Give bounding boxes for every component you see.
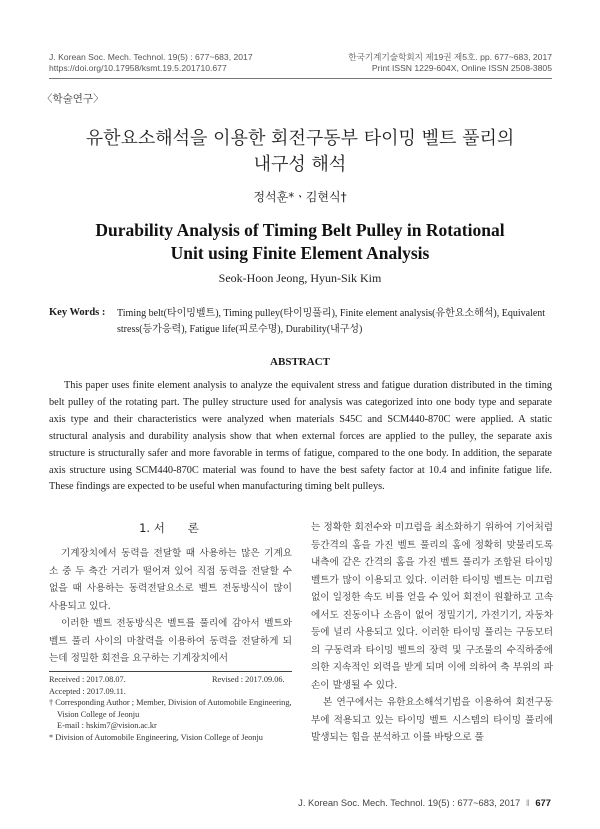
intro-paragraph-1: 기계장치에서 동력을 전달할 때 사용하는 많은 기계요소 중 두 축간 거리가 떨어져 있어 직접 동력을 전달할 수 없을 때 사용하는 동력전달요소로 벨트 전동방식이 많이 사용되고 있다. — [49, 548, 292, 612]
right-column — [311, 519, 553, 747]
page-footer — [298, 797, 551, 808]
page-number: 677 — [535, 797, 551, 808]
authors-en: Seok-Hoon Jeong, Hyun-Sik Kim — [218, 271, 382, 285]
journal-citation-kr: 한국기계기술학회지 제19권 제5호. pp. 677~683, 2017 — [348, 52, 552, 62]
issn-line: Print ISSN 1229-604X, Online ISSN 2508-3805 — [371, 63, 552, 73]
section-heading-intro: 1. 서 론 — [139, 521, 199, 535]
author-email[interactable]: E-mail : hskim7@vision.ac.kr — [57, 721, 157, 730]
abstract-title: ABSTRACT — [270, 356, 330, 368]
revised-date: Revised : 2017.09.06. — [212, 675, 285, 684]
title-kr-line2: 내구성 해석 — [253, 154, 347, 175]
author-affiliation: * Division of Automobile Engineering, Vision College of Jeonju — [49, 732, 263, 742]
doi-link[interactable]: https://doi.org/10.17958/ksmt.19.5.201710.677 — [49, 63, 227, 73]
intro-paragraph-2: 이러한 벨트 전동방식은 벨트를 풀리에 감아서 벨트와 벨트 풀리 사이의 마찰력을 이용하여 동력을 전달하게 되는데 정밀한 회전을 요구하는 기계장치에서 — [49, 618, 292, 664]
keywords-line2: stress(등가응력), Fatigue life(피로수명), Durability(내구성) — [117, 324, 363, 335]
title-kr-line1: 유한요소해석을 이용한 회전구동부 타이밍 벨트 풀리의 — [85, 128, 515, 149]
intro-paragraph-2-continued: 는 정확한 회전수와 미끄럼을 최소화하기 위하여 기어처럼 등간격의 홈을 가진 벨트 풀리의 홈에 정확히 맞물리도록 내측에 같은 간격의 홈을 가진 벨트 풀리가 조합된 타이밍 벨트가 많이 이용되고 있다. 이러한 타이밍 벨트는 미끄럼 없이 일정한 속도 비를 얻을 수 있어 회전이 원활하고 고속에서도 진동이나 소음이 없어 정밀기기, 가전기기, 자동차 등에 널리 사용되고 있다. 이러한 타이밍 풀리는 구동모터의 구동력과 타이밍 벨트의 장력 및 구조물의 수직하중에 의한 지속적인 외력을 받게 되며 이에 의하여 축 부위의 파손이 발생될 수 있다. — [311, 522, 553, 691]
authors-kr: 정석훈*ㆍ김현식† — [253, 190, 347, 204]
footnotes — [49, 674, 294, 743]
received-revised-line — [49, 674, 294, 686]
keywords-label: Key Words : — [49, 307, 106, 318]
title-en-line1: Durability Analysis of Timing Belt Pulley in Rotational — [95, 220, 505, 240]
title-en — [0, 219, 600, 265]
accepted-date: Accepted : 2017.09.11. — [49, 686, 126, 696]
title-en-line2: Unit using Finite Element Analysis — [170, 243, 430, 263]
footer-citation: J. Korean Soc. Mech. Technol. 19(5) : 677~683, 2017 — [298, 797, 521, 808]
left-column — [49, 545, 292, 668]
keywords-text — [117, 306, 555, 338]
header-right — [348, 52, 552, 74]
footnote-rule — [49, 671, 292, 672]
footer-separator: ‖ — [525, 797, 530, 808]
header-left — [49, 52, 253, 74]
received-date: Received : 2017.08.07. — [49, 675, 126, 684]
keywords-line1: Timing belt(타이밍벨트), Timing pulley(타이밍풀리), Finite element analysis(유한요소해석), Equivalent — [117, 308, 546, 319]
journal-citation: J. Korean Soc. Mech. Technol. 19(5) : 677~683, 2017 — [49, 52, 253, 62]
abstract-text: This paper uses finite element analysis to analyze the equivalent stress and fatigue duration distributed in the timing belt pulley of the rotating part. The pulley structure used for analysis was categorized into one body type and separate axis type and their characteristics were analyzed when materials S45C and SCM440-870C were applied. A static structural analysis and durability analysis show that when external forces are applied to the pulley, the separate axis structure is structurally safer and more favorable in terms of fatigue, compared to the one body. In addition, the separate axis structure using SCM440-870C material was found to have the best safety factor at 10.4 and infinite fatigue life. These findings are expected to be useful when manufacturing timing belt pulleys. — [49, 380, 552, 493]
corresponding-author: † Corresponding Author ; Member, Division of Automobile Engineering, Vision College of Jeonju — [49, 698, 292, 719]
header-rule — [49, 78, 552, 79]
section-tag: 〈학술연구〉 — [42, 93, 104, 105]
intro-paragraph-3: 본 연구에서는 유한요소해석기법을 이용하여 회전구동부에 적용되고 있는 타이밍 벨트 시스템의 타이밍 풀리에 발생되는 힘을 분석하고 이를 바탕으로 풀 — [311, 697, 553, 743]
title-kr — [0, 126, 600, 178]
